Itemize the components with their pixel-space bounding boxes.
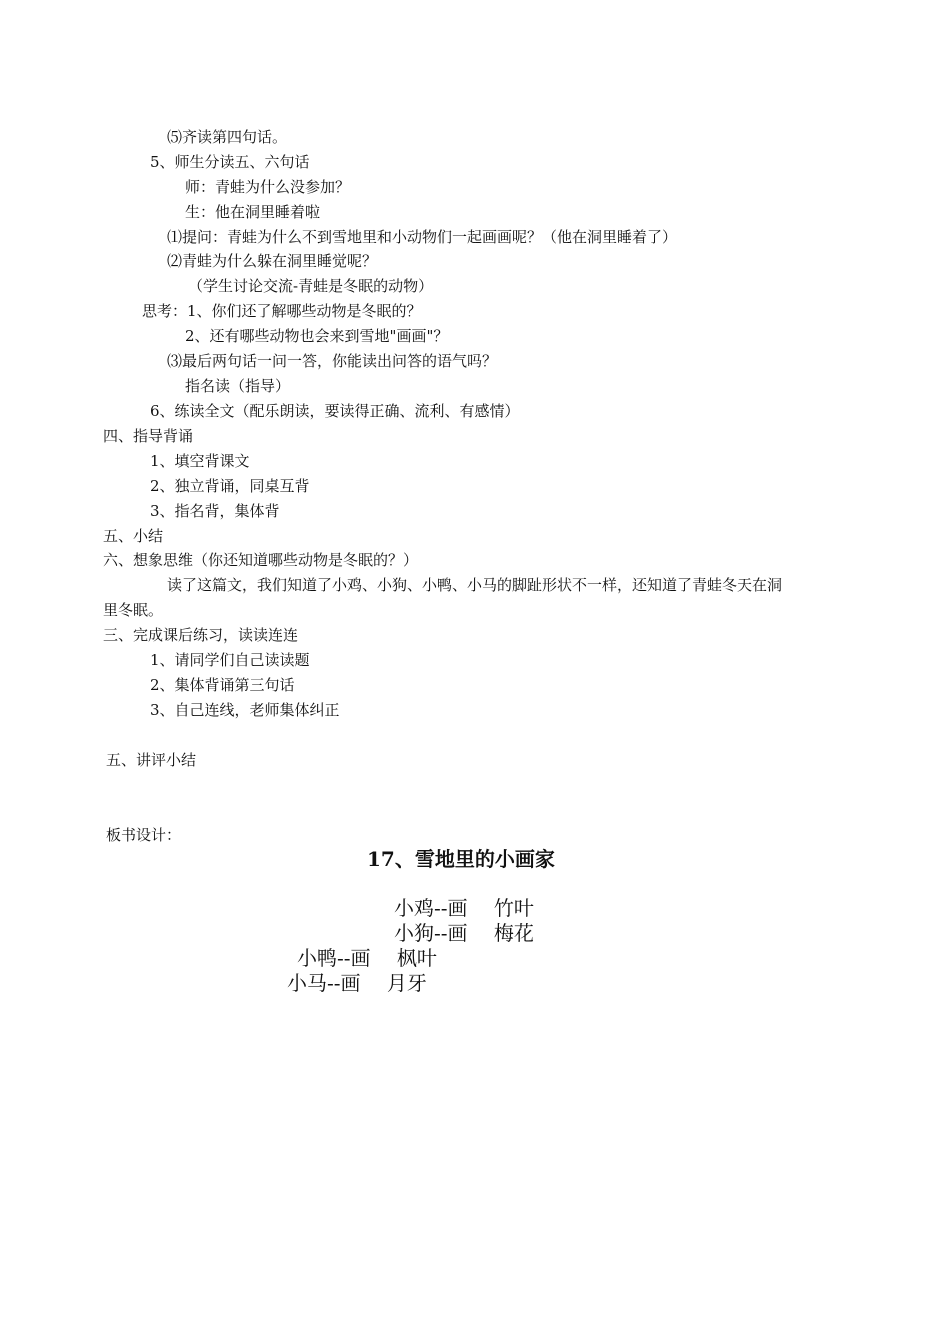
text-line: 2、集体背诵第三句话: [150, 676, 295, 694]
section-heading: 五、讲评小结: [106, 751, 197, 769]
text-line: ⑵青蛙为什么躲在洞里睡觉呢？: [167, 252, 378, 270]
text-line: ⑶最后两句话一问一答，你能读出问答的语气吗？: [167, 352, 498, 370]
text-line: 2、还有哪些动物也会来到雪地"画画"？: [185, 327, 449, 345]
paragraph-line: 读了这篇文，我们知道了小鸡、小狗、小鸭、小马的脚趾形状不一样，还知道了青蛙冬天在洞: [167, 576, 783, 594]
paragraph-line: 里冬眠。: [103, 601, 164, 619]
text-line: 指名读（指导）: [185, 377, 291, 395]
board-row: 小马--画 月牙: [287, 971, 427, 995]
section-heading: 六、想象思维（你还知道哪些动物是冬眠的？）: [103, 551, 419, 569]
text-line: ⑸齐读第四句话。: [167, 128, 288, 146]
text-line: 1、填空背课文: [150, 452, 250, 470]
text-line: 3、指名背，集体背: [150, 502, 280, 520]
board-row: 小鸡--画 竹叶: [394, 896, 534, 920]
text-line: 师：青蛙为什么没参加？: [185, 178, 351, 196]
text-line: 5、师生分读五、六句话: [150, 153, 310, 171]
text-line: 6、练读全文（配乐朗读，要读得正确、流利、有感情）: [150, 402, 520, 420]
section-heading: 五、小结: [103, 527, 164, 545]
board-title: 17、雪地里的小画家: [367, 847, 555, 871]
board-row: 小鸭--画 枫叶: [297, 946, 437, 970]
text-line: 生：他在洞里睡着啦: [185, 203, 321, 221]
text-line: 3、自己连线，老师集体纠正: [150, 701, 340, 719]
text-line: 2、独立背诵，同桌互背: [150, 477, 310, 495]
section-heading: 四、指导背诵: [103, 427, 194, 445]
text-line: ⑴提问：青蛙为什么不到雪地里和小动物们一起画画呢？（他在洞里睡着了）: [167, 228, 678, 246]
text-line: （学生讨论交流-青蛙是冬眠的动物）: [188, 277, 434, 295]
section-heading: 三、完成课后练习，读读连连: [103, 626, 299, 644]
text-line: 1、请同学们自己读读题: [150, 651, 310, 669]
text-line: 思考：1、你们还了解哪些动物是冬眠的？: [142, 302, 422, 320]
board-design-label: 板书设计：: [106, 826, 182, 844]
board-row: 小狗--画 梅花: [394, 921, 534, 945]
